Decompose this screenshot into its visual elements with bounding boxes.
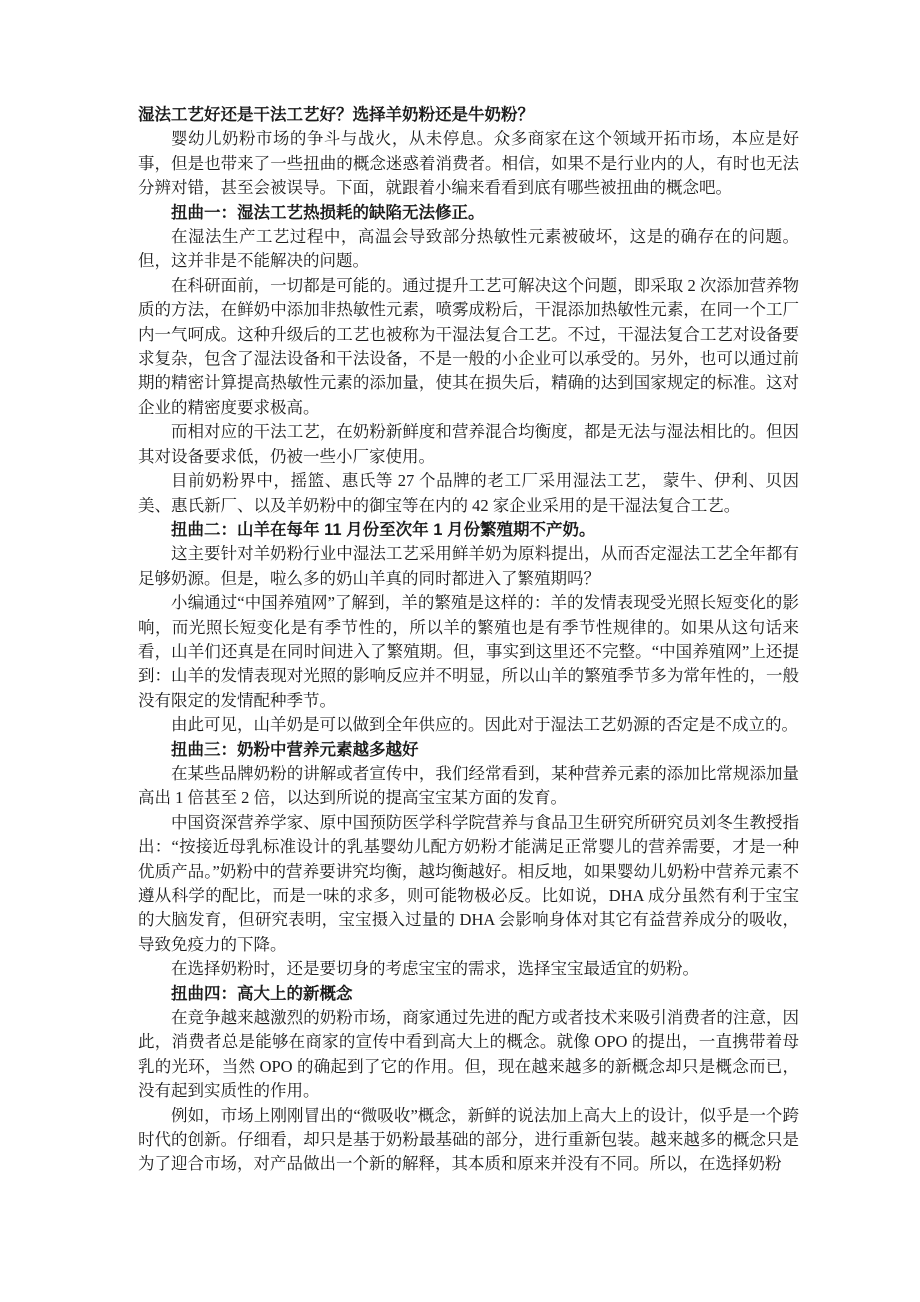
paragraph: 而相对应的干法工艺，在奶粉新鲜度和营养混合均衡度，都是无法与湿法相比的。但因其对设备要求低，仍被一些小厂家使用。 <box>138 422 799 466</box>
paragraph: 在湿法生产工艺过程中，高温会导致部分热敏性元素被破坏，这是的确存在的问题。但，这并非是不能解决的问题。 <box>138 227 799 271</box>
paragraph: 在竞争越来越激烈的奶粉市场，商家通过先进的配方或者技术来吸引消费者的注意，因此，消费者总是能够在商家的宣传中看到高大上的概念。就像 OPO 的提出，一直携带着母乳的光环，当然 OPO 的确起到了它的作用。但，现在越来越多的新概念却只是概念而已，没有起到实质性的作用。 <box>138 1008 799 1101</box>
paragraph: 中国资深营养学家、原中国预防医学科学院营养与食品卫生研究所研究员刘冬生教授指出：“按接近母乳标准设计的乳基婴幼儿配方奶粉才能满足正常婴儿的营养需要，才是一种优质产品。”奶粉中的营养要讲究均衡，越均衡越好。相反地，如果婴幼儿奶粉中营养元素不遵从科学的配比，而是一味的求多，则可能物极必反。比如说，DHA 成分虽然有利于宝宝的大脑发育，但研究表明，宝宝摄入过量的 DHA 会影响身体对其它有益营养成分的吸收，导致免疫力的下降。 <box>138 812 799 954</box>
section-heading-distort-4: 扭曲四：高大上的新概念 <box>171 984 353 1003</box>
document-title: 湿法工艺好还是干法工艺好？选择羊奶粉还是牛奶粉？ <box>138 106 534 124</box>
paragraph: 这主要针对羊奶粉行业中湿法工艺采用鲜羊奶为原料提出，从而否定湿法工艺全年都有足够奶源。但是，啦么多的奶山羊真的同时都进入了繁殖期吗？ <box>138 544 799 588</box>
paragraph: 由此可见，山羊奶是可以做到全年供应的。因此对于湿法工艺奶源的否定是不成立的。 <box>171 715 798 735</box>
section-heading-distort-3: 扭曲三：奶粉中营养元素越多越好 <box>171 740 419 759</box>
paragraph: 小编通过“中国养殖网”了解到，羊的繁殖是这样的：羊的发情表现受光照长短变化的影响，而光照长短变化是有季节性的，所以羊的繁殖也是有季节性规律的。如果从这句话来看，山羊们还真是在同时间进入了繁殖期。但，事实到这里还不完整。“中国养殖网”上还提到：山羊的发情表现对光照的影响反应并不明显，所以山羊的繁殖季节多为常年性的，一般没有限定的发情配种季节。 <box>138 593 799 710</box>
intro-paragraph: 婴幼儿奶粉市场的争斗与战火，从未停息。众多商家在这个领域开拓市场，本应是好事，但是也带来了一些扭曲的概念迷惑着消费者。相信，如果不是行业内的人，有时也无法分辨对错，甚至会被误导。下面，就跟着小编来看看到底有哪些被扭曲的概念吧。 <box>138 129 799 198</box>
paragraph: 在选择奶粉时，还是要切身的考虑宝宝的需求，选择宝宝最适宜的奶粉。 <box>171 959 699 979</box>
paragraph: 目前奶粉界中，摇篮、惠氏等 27 个品牌的老工厂采用湿法工艺， 蒙牛、伊利、贝因美、惠氏新厂、以及羊奶粉中的御宝等在内的 42 家企业采用的是干湿法复合工艺。 <box>138 471 799 515</box>
section-heading-distort-1: 扭曲一：湿法工艺热损耗的缺陷无法修正。 <box>171 203 485 222</box>
section-heading-distort-2: 扭曲二：山羊在每年 11 月份至次年 1 月份繁殖期不产奶。 <box>171 520 596 539</box>
paragraph: 例如，市场上刚刚冒出的“微吸收”概念，新鲜的说法加上高大上的设计，似乎是一个跨时代的创新。仔细看，却只是基于奶粉最基础的部分，进行重新包装。越来越多的概念只是为了迎合市场，对产品做出一个新的解释，其本质和原来并没有不同。所以，在选择奶粉 <box>138 1105 799 1174</box>
document-page <box>138 103 799 1177</box>
paragraph: 在科研面前，一切都是可能的。通过提升工艺可解决这个问题，即采取 2 次添加营养物质的方法，在鲜奶中添加非热敏性元素，喷雾成粉后，干混添加热敏性元素，在同一个工厂内一气呵成。这种升级后的工艺也被称为干湿法复合工艺。不过，干湿法复合工艺对设备要求复杂，包含了湿法设备和干法设备，不是一般的小企业可以承受的。另外，也可以通过前期的精密计算提高热敏性元素的添加量，使其在损失后，精确的达到国家规定的标准。这对企业的精密度要求极高。 <box>138 275 799 417</box>
paragraph: 在某些品牌奶粉的讲解或者宣传中，我们经常看到，某种营养元素的添加比常规添加量高出 1 倍甚至 2 倍，以达到所说的提高宝宝某方面的发育。 <box>138 763 799 808</box>
